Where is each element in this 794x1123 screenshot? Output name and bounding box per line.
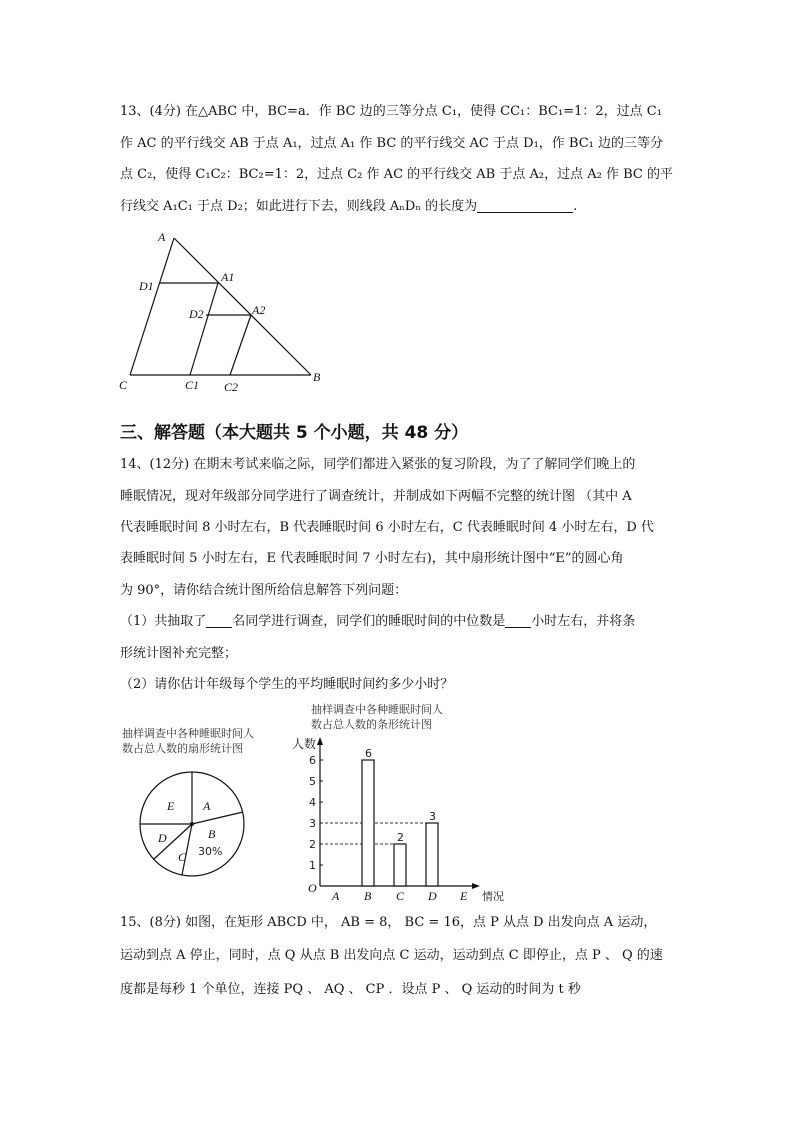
y-axis-label: 人数 [292, 737, 317, 751]
label-A2: A2 [252, 303, 266, 317]
segment-A2C2 [230, 315, 251, 375]
q14-line-4: 表睡眠时间 5 小时左右，E 代表睡眠时间 7 小时左右)，其中扇形统计图中“E”的圆心角 [120, 551, 624, 566]
q14-sub-1-b: 名同学进行调查，同学们的睡眠时间的中位数是 [232, 614, 506, 629]
bar-title-line-1: 抽样调查中各种睡眠时间人 [311, 703, 443, 716]
bar-title-line-2: 数占总人数的条形统计图 [311, 718, 432, 731]
q14-line-3: 代表睡眠时间 8 小时左右，B 代表睡眠时间 6 小时左右，C 代表睡眠时间 4 小时左右，D 代 [120, 520, 654, 535]
pie-label-E: E [167, 799, 175, 813]
label-C: C [119, 378, 128, 392]
q13-line-4-text: 行线交 A₁C₁ 于点 D₂；如此进行下去，则线段 AₙDₙ 的长度为 [120, 199, 478, 214]
q14-sub-1 [120, 614, 680, 630]
y-tick-label: 2 [309, 838, 316, 851]
q13-line-2: 作 AC 的平行线交 AB 于点 A₁，过点 A₁ 作 BC 的平行线交 AC 于点 D₁，作 BC₁ 边的三等分 [120, 136, 663, 151]
pie-label-D: D [158, 831, 167, 845]
q13-line-4 [120, 199, 680, 215]
bar-value-label-B: 6 [365, 747, 372, 760]
y-tick-label: 5 [309, 775, 316, 788]
y-tick-label: 4 [309, 796, 316, 809]
q14-sub-1-a: （1）共抽取了 [120, 614, 207, 629]
bar-chart-title [311, 702, 443, 732]
x-tick-label-D: D [428, 889, 437, 903]
q14-line-2: 睡眠情况，现对年级部分同学进行了调查统计，并制成如下两幅不完整的统计图 （其中 A [120, 489, 632, 504]
bar-value-label-C: 2 [397, 831, 404, 844]
q15-line-2: 运动到点 A 停止，同时，点 Q 从点 B 出发向点 C 运动，运动到点 C 即停止，点 P 、 Q 的速 [120, 948, 663, 963]
x-tick-label-A: A [332, 889, 340, 903]
answer-blank-median[interactable] [505, 614, 531, 628]
q14-sub-2: （2）请你估计年级每个学生的平均睡眠时间约多少小时？ [120, 677, 454, 692]
q14-line-1: 14、(12分) 在期末考试来临之际，同学们都进入紧张的复习阶段，为了了解同学们晚上的 [120, 457, 636, 472]
pie-chart [130, 765, 250, 885]
segment-AC [130, 238, 174, 375]
bar-B [362, 760, 374, 886]
answer-blank-count[interactable] [206, 614, 232, 628]
q14-line-5: 为 90°，请你结合统计图所给信息解答下列问题： [120, 583, 408, 598]
y-tick-label: 3 [309, 817, 316, 830]
pie-title-line-1: 抽样调查中各种睡眠时间人 [122, 727, 254, 740]
x-tick-label-B: B [364, 889, 372, 903]
q15-line-3: 度都是每秒 1 个单位，连接 PQ 、 AQ 、 CP ．设点 P 、 Q 运动的时间为 t 秒 [120, 982, 581, 997]
q14-sub-1-cont: 形统计图补充完整； [120, 646, 238, 661]
pie-label-B: B [208, 827, 216, 841]
pie-title [122, 726, 254, 756]
x-tick-label-E: E [460, 889, 468, 903]
bar-value-label-D: 3 [429, 810, 436, 823]
label-A1: A1 [221, 270, 235, 284]
y-axis-arrow [317, 737, 323, 745]
bar-chart [290, 734, 520, 906]
pie-label-C: C [178, 850, 187, 864]
label-C2: C2 [224, 380, 239, 394]
bar-C [394, 844, 406, 886]
q13-line-1: 13、(4分) 在△ABC 中，BC=a．作 BC 边的三等分点 C₁，使得 CC₁：BC₁=1：2，过点 C₁ [120, 104, 662, 119]
y-tick-label: 6 [309, 754, 316, 767]
q15-line-1: 15、(8分) 如图，在矩形 ABCD 中， AB = 8， BC = 16，点 P 从点 D 出发向点 A 运动， [120, 915, 657, 930]
bar-D [426, 823, 438, 886]
segment-A1C1 [190, 283, 218, 375]
answer-blank[interactable] [477, 199, 573, 213]
pie-divider-ab [192, 812, 243, 824]
q14-sub-1-c: 小时左右，并将条 [531, 614, 636, 629]
label-D1: D1 [139, 279, 154, 293]
label-C1: C1 [185, 378, 200, 392]
origin-label: O [308, 881, 317, 895]
x-axis-label: 情况 [482, 890, 504, 903]
label-A: A [158, 230, 166, 244]
q13-line-4-end: . [573, 199, 578, 214]
section-heading: 三、解答题（本大题共 5 个小题，共 48 分） [120, 423, 469, 443]
q13-line-3: 点 C₂，使得 C₁C₂：BC₂=1：2，过点 C₂ 作 AC 的平行线交 AB 于点 A₂，过点 A₂ 作 BC 的平 [120, 167, 673, 182]
label-B: B [313, 370, 321, 384]
label-D2: D2 [189, 307, 204, 321]
pie-label-A: A [203, 799, 211, 813]
x-axis-arrow [472, 883, 480, 889]
pie-title-line-2: 数占总人数的扇形统计图 [122, 742, 243, 755]
pie-label-B-percent: 30% [198, 845, 223, 858]
x-tick-label-C: C [396, 889, 405, 903]
triangle-figure [110, 225, 330, 395]
y-tick-label: 1 [309, 859, 316, 872]
